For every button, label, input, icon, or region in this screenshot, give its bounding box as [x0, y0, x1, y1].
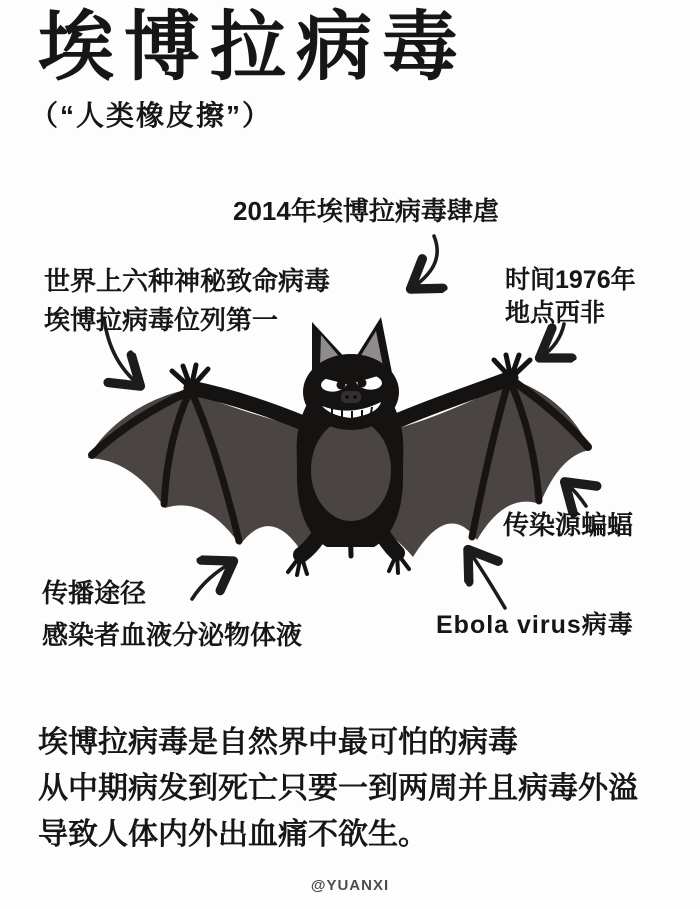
arrow-ebola [469, 551, 505, 608]
description-line3: 导致人体内外出血痛不欲生。 [38, 818, 428, 851]
annotation-rank-line2: 埃博拉病毒位列第一 [44, 305, 279, 335]
annotation-infection-source: 传染源蝙蝠 [503, 510, 634, 540]
author-watermark: @YUANXI [310, 877, 390, 894]
annotation-route-line2: 感染者血液分泌物体液 [42, 620, 303, 650]
annotation-outbreak-2014: 2014年埃博拉病毒肆虐 [233, 196, 499, 226]
annotation-virus-name: Ebola virus病毒 [436, 611, 634, 639]
page-title: 埃博拉病毒 [38, 5, 468, 90]
arrow-outbreak [412, 236, 437, 288]
annotation-deadliest-rank [44, 262, 330, 340]
annotation-time-place [505, 264, 636, 330]
bat-belly [311, 419, 391, 521]
annotation-rank-line1: 世界上六种神秘致命病毒 [44, 266, 331, 296]
description-paragraph [38, 720, 638, 858]
annotation-time-line2: 地点西非 [505, 299, 606, 327]
description-line1: 埃博拉病毒是自然界中最可怕的病毒 [38, 726, 518, 759]
description-line2: 从中期病发到死亡只要一到两周并且病毒外溢 [38, 772, 638, 805]
bat-nose [341, 391, 361, 403]
annotation-route-line1: 传播途径 [42, 578, 147, 608]
annotation-time-line1: 时间1976年 [505, 266, 636, 294]
page-subtitle: （“人类橡皮擦”） [30, 100, 273, 131]
annotation-transmission-route [42, 572, 302, 656]
arrow-source [566, 483, 586, 506]
